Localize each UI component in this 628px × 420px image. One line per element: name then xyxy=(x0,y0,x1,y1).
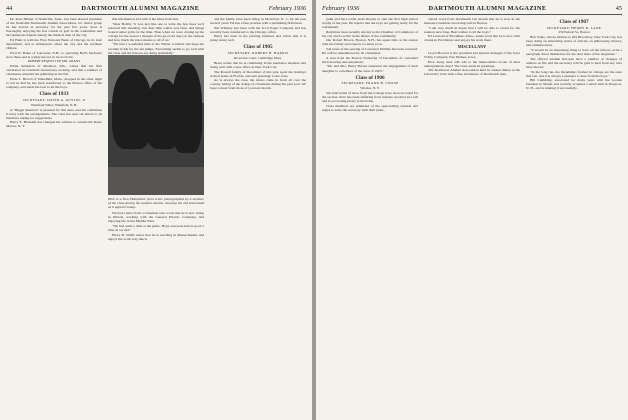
paragraph: Harry has been in the printing business and writes that it is going along well. xyxy=(210,34,306,43)
photo-ground xyxy=(108,167,204,195)
paragraph: Lloyd Howard is the president and general manager of the Iowa Valley Company, Des Moines, Iowa. xyxy=(424,50,520,60)
running-head xyxy=(6,4,306,13)
paragraph: As is always the case, the letters came in from all over the country telling of the doings of classmates during the past year. We hope to hear from more of you next month. xyxy=(210,78,306,91)
notice: Sad news of the passing of Lawrence Phillips has been received. He will be remembered by all classmates. xyxy=(322,47,418,56)
paragraph: Fred W. Baker of Lancaster, N.H., is operating Bell's hardware store there and is widely known in local circles. xyxy=(6,50,102,59)
paragraph: "Dear Bobby: 'It was just like one to write the few lines we'd reserved this morning, but dear little Cellar was blue, and things looked rather grim for the time. Then when we were closing up the cottage for the season I thought of the good old days on the campus and how much the place means to all of us.' xyxy=(108,21,204,42)
right-col-2 xyxy=(424,17,520,417)
paragraph: Ed Hunt is with the First National Bank of Chicago in its trust department, and is enthusiastic about the city and the northern climate. xyxy=(6,37,102,50)
running-head xyxy=(322,4,622,13)
paragraph: "It would be an interesting thing to have all the fellows write a paragraph about themselves for the next issue of the magazine." xyxy=(526,48,622,57)
secretary-address: 250 Federal St., Boston xyxy=(558,30,590,35)
secretary-address: Riverview Court, Cambridge, Mass. xyxy=(234,55,282,60)
section-heading: MISCELLANY xyxy=(457,44,487,50)
class-heading: Class of 1905 xyxy=(243,44,273,51)
paragraph: "We had quite a time at the game. Hope everyone had as good a time as we did." xyxy=(108,224,204,233)
paragraph: Six brief items of news from the College have been recorded for the section. Rice has been suffering from injuries received in a fall and is recovering nicely at his home. xyxy=(322,90,418,104)
paragraph: A "Bigger Reunion" is planned for this June, and the committee is busy with the arrangements. The class has sent out letters to all members asking for suggestions. xyxy=(6,107,102,120)
header-rule xyxy=(6,14,306,15)
secretary-address: Windsor, N. Y. xyxy=(360,85,380,90)
issue-date: February 1936 xyxy=(268,5,306,12)
paragraph: "Mr. and Mrs. Harry Brown announce the engagement of their daughter to a member of the class of 1903." xyxy=(322,64,418,73)
header-rule xyxy=(322,14,622,15)
paragraph: Brent writes that he is continuing in the insurance business and doing well with a new office in New York City. xyxy=(210,60,306,69)
paragraph: "We had a wonderful time at the Winter Carnival and hope the weather holds for the ski jumps. Everything seems to go well with the class and the fellows are doing splendidly." xyxy=(108,42,204,55)
paragraph: Ed Leonard of Brookline, Mass., sends word that he is now with a bank in Providence and enjoys his work there. xyxy=(424,34,520,43)
paragraph: Class members are reminded of the approaching reunion and urged to write the secretary with their plans. xyxy=(322,103,418,112)
paragraph: "In the long run, the friendships formed in college are the ones that last, and it is always a pleasure to hear from the boys." xyxy=(526,69,622,78)
paragraph: How many men still add to the memorabilia books of their undergraduate days? The class sends its greetings. xyxy=(424,59,520,68)
paragraph: Eddie Sebastian of Madison, Wis., writes that his firm celebrated its twentieth anniversary recently, and that a number of classmates attended the gathering in the fall. xyxy=(6,64,102,77)
page-number: 45 xyxy=(615,5,622,12)
left-col-3 xyxy=(210,17,306,417)
farm-photo xyxy=(108,55,204,195)
page-number: 44 xyxy=(6,5,13,12)
right-col-1 xyxy=(322,17,418,417)
paragraph: A note from the Boston Transcript of December 21 contained the following announcement: xyxy=(322,55,418,64)
paragraph: Ralph has been recently elected to the Chamber of Commerce of his city and is active in the affairs of the community. xyxy=(322,29,418,38)
paragraph: and the family have been living in Montclair, N. J., for the past several years. He has a fine position with a publishing firm there. xyxy=(210,17,306,26)
class-heading: Class of 1906 xyxy=(355,74,385,81)
class-heading: Class of 1933 xyxy=(39,91,69,98)
paragraph: Dr. Ross Hiltner of Nashville, Tenn., has been elected president of the Nashville Dartmouth Alumni Association, for which group he has served as secretary for the past few years. Ross is thoroughly enjoying his few rounds of golf in the wintertime and has numerous friends among the medical men of the city. xyxy=(6,17,102,38)
photo-caption: Here is a New Hampshire farm scene photographed by a member of the class during the autumn months, showing the old homestead as it appears today. xyxy=(108,197,204,210)
paragraph: Harry E. Blaisdell has changed his address to Greenville Road, Mercer, N. Y. xyxy=(6,120,102,129)
paragraph: Bill Cumming, associated for many years with the woolen business in Maine, has recently acquired a small mill in Newport, N. H., and is running it successfully. xyxy=(526,78,622,91)
secretary-name: SECRETARY, DAVID A. AUSTIN, II xyxy=(22,97,86,102)
secretary-address: Wakefield Valley, Wakefield, N. H. xyxy=(30,102,78,107)
paragraph: We had a letter from a classmate who wrote that he is now living in Illinois, working with the General Electric Company, and enjoying life in the Middle West. xyxy=(108,211,204,224)
running-title: DARTMOUTH ALUMNI MAGAZINE xyxy=(428,5,547,12)
running-title: DARTMOUTH ALUMNI MAGAZINE xyxy=(81,5,200,12)
paragraph: Bob Soule, whose address is 293 Broadway, New York City, has been doing an interesting series of articles on philosophy, history, and reminiscences. xyxy=(526,35,622,48)
paragraph: Our Robert Brown, Boston, N.H., has spent time at the station with his family and expects to return soon. xyxy=(322,38,418,47)
secretary-name: SECRETARY, ROBERT H. HARRIS xyxy=(227,50,289,55)
photo-tree xyxy=(172,63,202,153)
issue-date: February 1936 xyxy=(322,5,360,12)
subheading: ROBERT REQUEST OF MR. GRANT xyxy=(27,59,81,64)
paragraph: The official Alumni Records have a number of changes of address on file and the secretary will be glad to hear from any who have moved. xyxy=(526,56,622,69)
secretary-name: SECRETARY, HENRY R. LANE xyxy=(546,25,602,30)
paragraph: "I am very much in hopes that I will be able to return for the reunion next June. Best wishes to all the boys." xyxy=(424,25,520,34)
paragraph: The Northwest Alumni Association held its annual dinner at the University Club with a fine attendance of Dartmouth men. xyxy=(424,68,520,77)
paragraph: Ernie L. Brown of Wakefield, Mass., dropped in the other night to tell us that he has been transferred to the Boston office of the company, and sends his best to all the boys. xyxy=(6,77,102,90)
left-col-2 xyxy=(108,17,204,417)
paragraph: The Rowell family of December of this year spent the holidays at their home in Florida, and sent greetings to the class. xyxy=(210,69,306,78)
paragraph: this information and with it the letter from Jim. xyxy=(112,17,179,21)
right-col-3 xyxy=(526,17,622,417)
paragraph: Jim Whitney has been with the Scott Paper Company and has recently been transferred to the Chicago office. xyxy=(210,25,306,34)
left-page xyxy=(0,0,312,420)
right-page xyxy=(316,0,628,420)
paragraph: ceived word from Dartmouth last month that he is now in the insurance business and doing well in Boston. xyxy=(424,17,520,26)
paragraph: gram and his Lowell team already to take the first high school trophy of the year. He reports that the boys are getting ready for the tournament. xyxy=(322,17,418,30)
class-heading: Class of 1907 xyxy=(559,19,589,25)
secretary-name: SECRETARY, FRANK B. CHASE xyxy=(341,81,399,86)
left-col-1 xyxy=(6,17,102,417)
paragraph: Harry B. Smith writes that he is teaching in Massachusetts and enjoys the work very much. xyxy=(108,232,204,241)
